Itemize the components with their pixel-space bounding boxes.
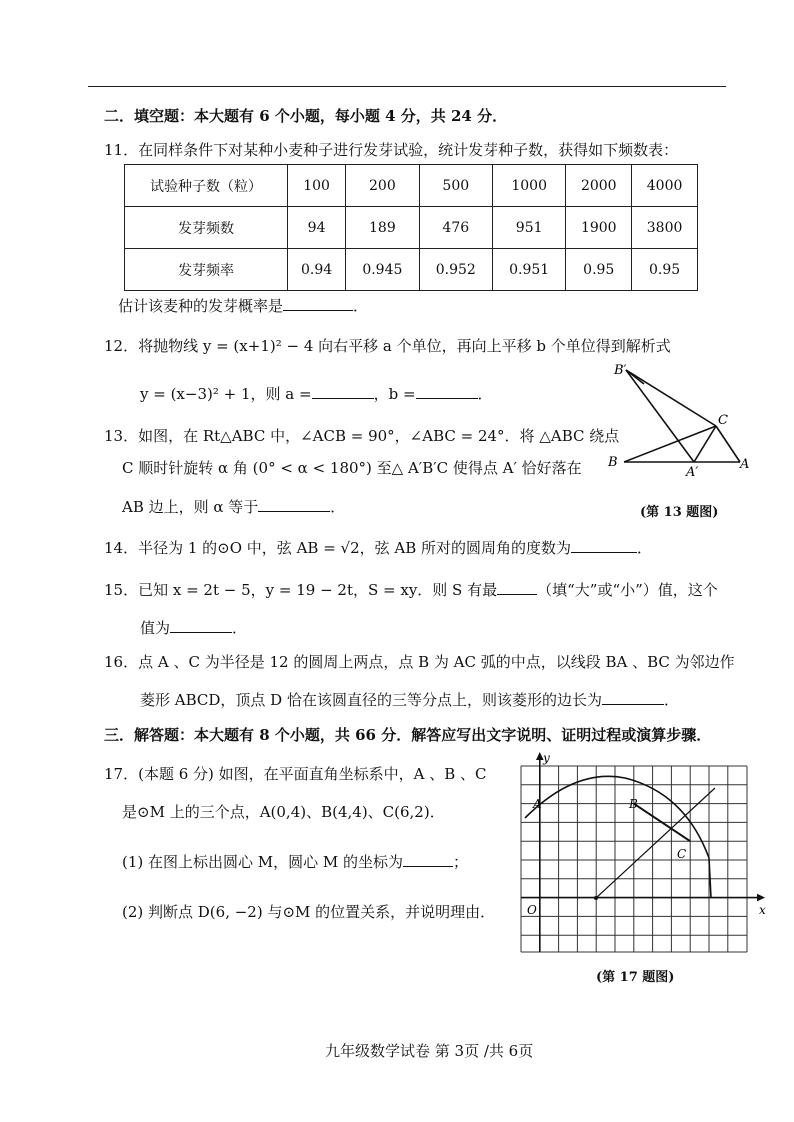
q15-line-1 xyxy=(104,580,718,600)
section-3-header: 三．解答题：本大题有 8 个小题，共 66 分．解答应写出文字说明、证明过程或演算步骤． xyxy=(104,726,712,744)
q12-end: ． xyxy=(477,385,493,403)
q13-line-3-text: AB 边上，则 α 等于 xyxy=(122,498,259,516)
q15-value-blank[interactable] xyxy=(170,618,232,633)
table-cell: 0.95 xyxy=(566,249,632,291)
table-cell: 189 xyxy=(346,207,419,249)
point-C-label: C xyxy=(677,847,687,861)
section-2-header: 二．填空题：本大题有 6 个小题，每小题 4 分，共 24 分． xyxy=(104,107,508,125)
q17-part-1-text: (1) 在图上标出圆心 M，圆心 M 的坐标为 xyxy=(122,853,404,871)
q17-line-1: 17．(本题 6 分) 如图，在平面直角坐标系中，A 、B 、C xyxy=(104,765,487,783)
q13-answer-blank[interactable] xyxy=(258,497,330,512)
q17-M-coordinate-blank[interactable] xyxy=(403,852,453,867)
q17-grid-figure xyxy=(515,748,775,958)
table-row xyxy=(125,207,698,249)
label-A: A xyxy=(740,457,750,472)
q17-part-2: (2) 判断点 D(6, −2) 与⊙M 的位置关系，并说明理由． xyxy=(122,903,496,921)
row-header: 发芽频率 xyxy=(125,249,288,291)
table-cell: 94 xyxy=(288,207,346,249)
q13-end: ． xyxy=(330,498,346,516)
q13-figure xyxy=(600,360,760,490)
q16-line-2 xyxy=(140,690,679,710)
y-axis-label: y xyxy=(543,751,550,765)
q11-question-text: 估计该麦种的发芽概率是 xyxy=(118,297,284,315)
q14-text: 14．半径为 1 的⊙O 中，弦 AB = √2，弦 AB 所对的圆周角的度数为 xyxy=(104,539,572,557)
q12-line-2 xyxy=(140,384,493,404)
table-row xyxy=(125,249,698,291)
top-rule xyxy=(88,86,726,87)
table-cell: 3800 xyxy=(632,207,698,249)
table-cell: 951 xyxy=(492,207,565,249)
q12-a-blank[interactable] xyxy=(312,384,374,399)
q14-answer-blank[interactable] xyxy=(571,538,637,553)
segment-CA xyxy=(716,426,740,462)
table-cell: 0.951 xyxy=(492,249,565,291)
q15-line-2 xyxy=(140,618,247,638)
helper-line xyxy=(596,788,715,898)
q16-answer-blank[interactable] xyxy=(602,690,664,705)
row-header: 发芽频数 xyxy=(125,207,288,249)
q12-line-1: 12．将抛物线 y = (x+1)² − 4 向右平移 a 个单位，再向上平移 b 个单位得到解析式 xyxy=(104,337,671,355)
table-cell: 4000 xyxy=(632,165,698,207)
q12-b-blank[interactable] xyxy=(416,384,478,399)
table-cell: 1000 xyxy=(492,165,565,207)
table-cell: 500 xyxy=(419,165,492,207)
q16-end: ． xyxy=(663,691,679,709)
table-cell: 100 xyxy=(288,165,346,207)
label-C: C xyxy=(718,413,728,428)
q12-line-2a: y = (x−3)² + 1，则 a = xyxy=(140,385,312,403)
table-cell: 200 xyxy=(346,165,419,207)
q17-part-1 xyxy=(122,852,468,872)
segment-B'C xyxy=(626,370,716,426)
label-B-prime: B′ xyxy=(614,363,627,378)
row-header: 试验种子数（粒） xyxy=(125,165,288,207)
q15-end: ． xyxy=(232,619,248,637)
segment-CA' xyxy=(694,426,716,462)
q17-part-1-end: ； xyxy=(453,853,469,871)
table-cell: 0.945 xyxy=(346,249,419,291)
q14 xyxy=(104,538,652,558)
origin-label: O xyxy=(527,903,537,917)
x-axis-arrow xyxy=(757,894,765,902)
table-cell: 0.95 xyxy=(632,249,698,291)
q13-line-1: 13．如图，在 Rt△ABC 中，∠ACB = 90°，∠ABC = 24°．将 △ABC 绕点 xyxy=(104,427,620,445)
x-axis-label: x xyxy=(759,903,766,917)
point-on-x-axis xyxy=(594,896,598,900)
q17-line-2: 是⊙M 上的三个点，A(0,4)、B(4,4)、C(6,2)． xyxy=(122,803,445,821)
label-B: B xyxy=(608,455,618,470)
q11-stem: 11．在同样条件下对某种小麦种子进行发芽试验，统计发芽种子数，获得如下频数表： xyxy=(104,141,679,159)
page-footer: 九年级数学试卷 第 3页 /共 6页 xyxy=(325,1042,534,1060)
q14-end: ． xyxy=(637,539,653,557)
table-cell: 2000 xyxy=(566,165,632,207)
table-cell: 0.952 xyxy=(419,249,492,291)
q15-line-1b: （填“大”或“小”）值，这个 xyxy=(537,581,718,599)
q17-figure-caption: (第 17 题图) xyxy=(596,970,675,985)
q13-line-3 xyxy=(122,497,345,517)
q16-line-2-text: 菱形 ABCD，顶点 D 恰在该圆直径的三等分点上，则该菱形的边长为 xyxy=(140,691,602,709)
label-A-prime: A′ xyxy=(686,465,699,480)
q15-max-min-blank[interactable] xyxy=(497,580,537,595)
q16-line-1: 16．点 A 、C 为半径是 12 的圆周上两点，点 B 为 AC 弧的中点，以线段 BA 、BC 为邻边作 xyxy=(104,653,735,671)
table-cell: 0.94 xyxy=(288,249,346,291)
frequency-table xyxy=(124,164,698,291)
table-row xyxy=(125,165,698,207)
segment-BC xyxy=(624,426,716,462)
q13-figure-caption: (第 13 题图) xyxy=(640,505,719,520)
point-B-label: B xyxy=(629,797,638,811)
q15-line-1a: 15．已知 x = 2t − 5，y = 19 − 2t，S = xy．则 S 有最 xyxy=(104,581,498,599)
q12-line-2b: ，b = xyxy=(373,385,416,403)
point-A-label: A xyxy=(533,797,542,811)
q11-end: ． xyxy=(353,297,369,315)
q13-line-2: C 顺时针旋转 α 角 (0° < α < 180°) 至△ A′B′C 使得点 A′ 恰好落在 xyxy=(122,459,582,477)
table-cell: 476 xyxy=(419,207,492,249)
q11-question xyxy=(118,296,368,316)
q11-answer-blank[interactable] xyxy=(283,296,353,311)
q15-line-2-text: 值为 xyxy=(140,619,171,637)
table-cell: 1900 xyxy=(566,207,632,249)
